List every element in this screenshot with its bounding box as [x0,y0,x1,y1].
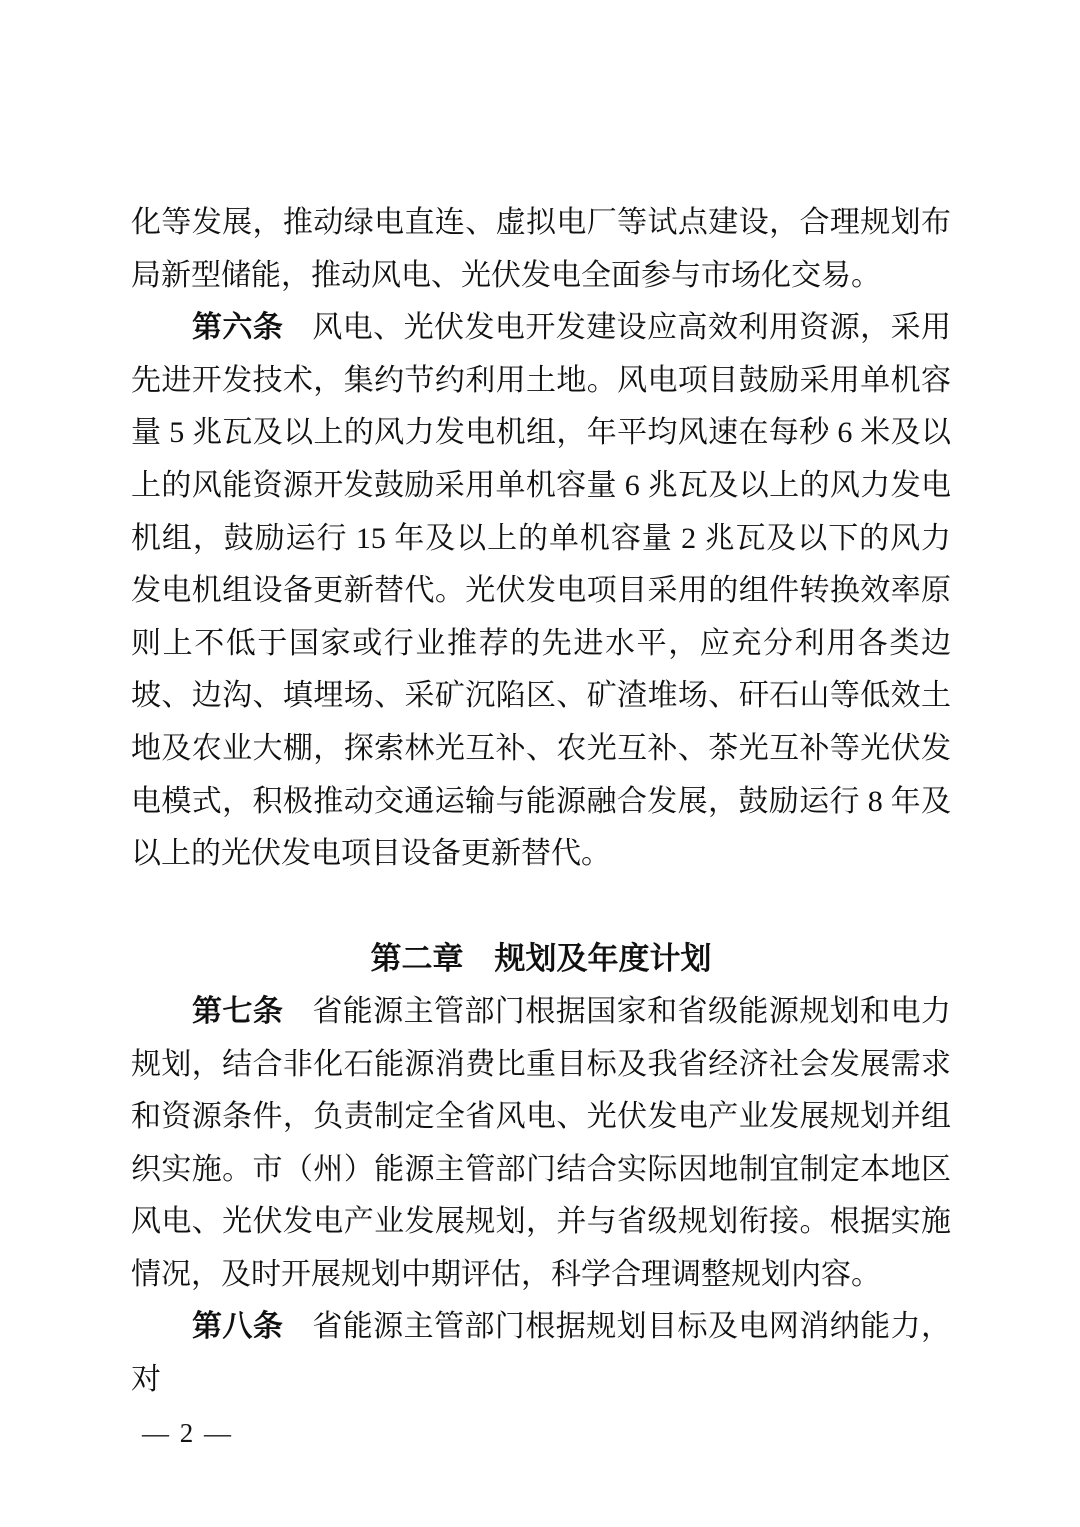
page-footer [142,1416,233,1450]
article-7-label: 第七条 [192,994,284,1028]
paragraph-article-6 [131,302,951,881]
chapter-heading: 第二章 规划及年度计划 [370,941,712,977]
paragraph-article-8 [131,1301,951,1406]
paragraph-continuation: 化等发展，推动绿电直连、虚拟电厂等试点建设，合理规划布局新型储能，推动风电、光伏发电全面参与市场化交易。 [131,206,951,292]
article-6-text: 风电、光伏发电开发建设应高效利用资源，采用先进开发技术，集约节约利用土地。风电项目鼓励采用单机容量 5 兆瓦及以上的风力发电机组，年平均风速在每秒 6 米及以上的风能资源开发鼓励采用单机容量 6 兆瓦及以上的风力发电机组，鼓励运行 15 年及以上的单机容量 2 兆瓦及以下的风力发电机组设备更新替代。光伏发电项目采用的组件转换效率原则上不低于国家或行业推荐的先进水平，应充分利用各类边坡、边沟、填埋场、采矿沉陷区、矿渣堆场、矸石山等低效土地及农业大棚，探索林光互补、农光互补、茶光互补等光伏发电模式，积极推动交通运输与能源融合发展，鼓励运行 8 年及以上的光伏发电项目设备更新替代。 [131,311,952,871]
article-8-label: 第八条 [192,1310,284,1344]
page-number: — 2 — [142,1418,233,1448]
article-6-label: 第六条 [192,311,284,345]
paragraph-article-7 [131,986,951,1302]
article-8-text: 省能源主管部门根据规划目标及电网消纳能力，对 [131,1310,952,1397]
document-body [131,197,951,1407]
article-7-text: 省能源主管部门根据国家和省级能源规划和电力规划，结合非化石能源消费比重目标及我省经济社会发展需求和资源条件，负责制定全省风电、光伏发电产业发展规划并组织实施。市（州）能源主管部门结合实际因地制宜制定本地区风电、光伏发电产业发展规划，并与省级规划衔接。根据实施情况，及时开展规划中期评估，科学合理调整规划内容。 [131,994,952,1291]
